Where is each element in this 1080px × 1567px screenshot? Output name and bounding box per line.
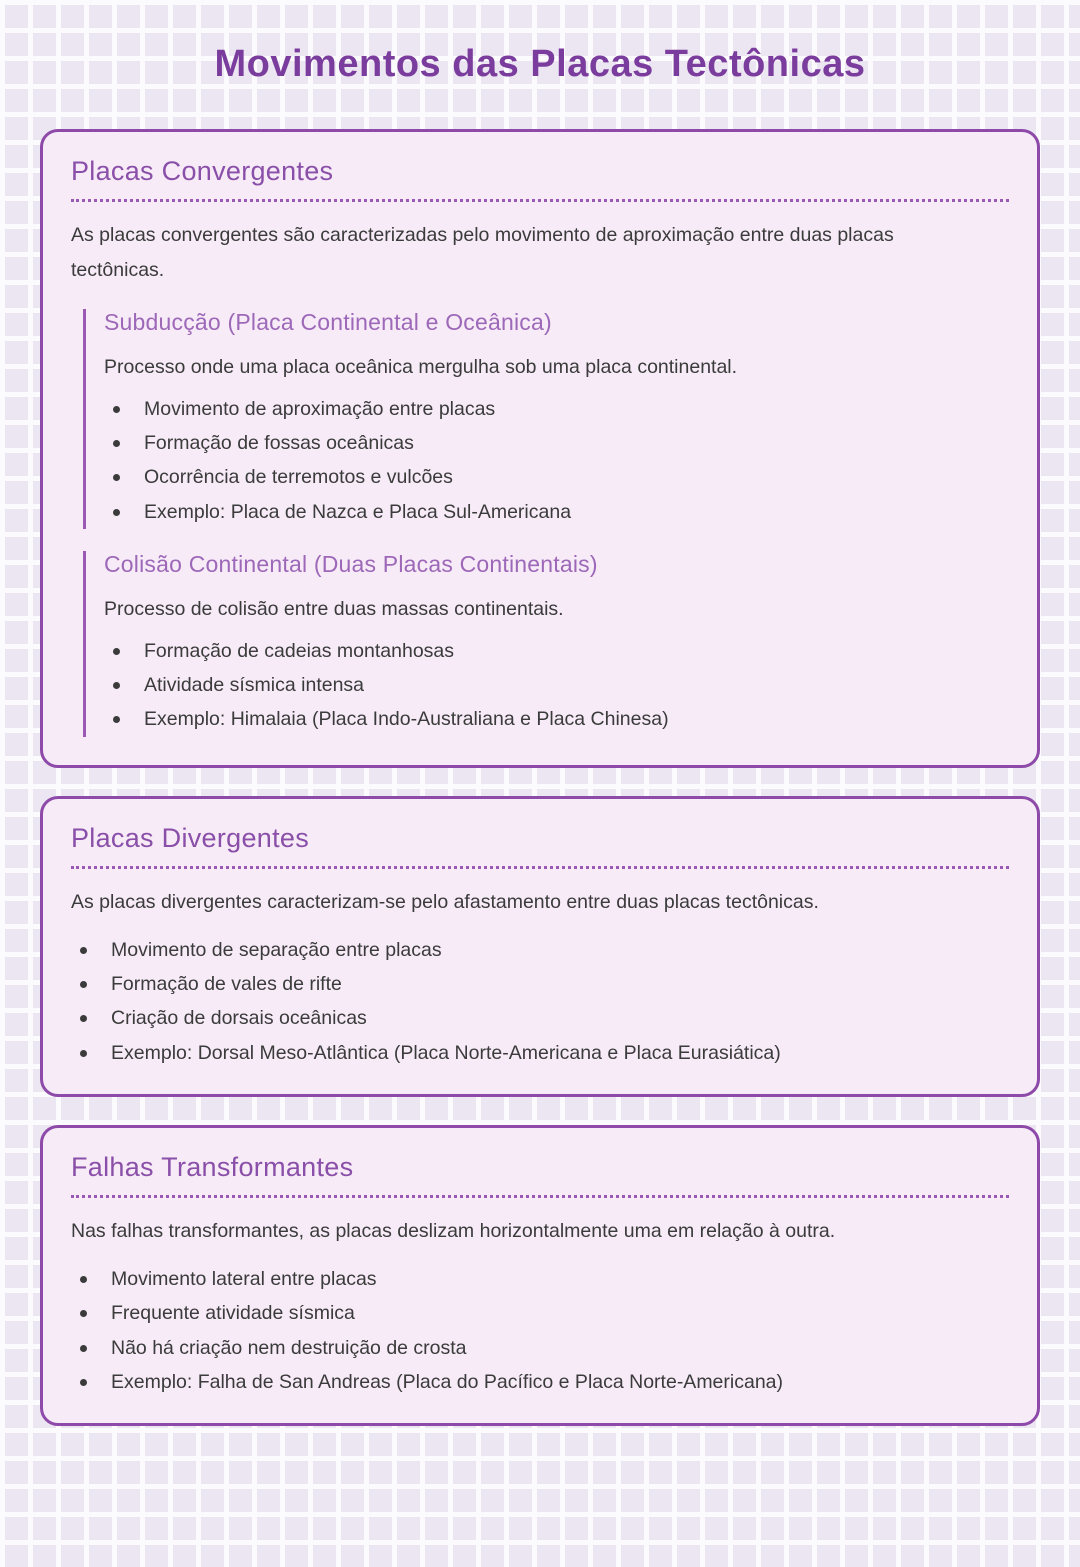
section-intro: As placas divergentes caracterizam-se pelo afastamento entre duas placas tectônicas. [71, 890, 819, 913]
subsection-intro: Processo de colisão entre duas massas continentais. [104, 597, 564, 620]
bullet-item: Exemplo: Placa de Nazca e Placa Sul-Americana [104, 495, 1009, 529]
page-background [0, 40, 1080, 1567]
bullet-item: Criação de dorsais oceânicas [71, 1001, 1009, 1035]
subsection-colisao-continental [83, 551, 1009, 737]
bullet-list [104, 392, 1009, 529]
subsection-heading-colisao: Colisão Continental (Duas Placas Continentais) [104, 550, 598, 577]
bullet-item: Exemplo: Falha de San Andreas (Placa do Pacífico e Placa Norte-Americana) [71, 1365, 1009, 1399]
section-card-placas-convergentes [40, 129, 1040, 767]
section-heading-falhas-transformantes: Falhas Transformantes [71, 1152, 1009, 1198]
section-heading-placas-convergentes: Placas Convergentes [71, 156, 1009, 202]
bullet-item: Atividade sísmica intensa [104, 668, 1009, 702]
subsection-subduccao [83, 309, 1009, 529]
bullet-list [71, 1262, 1009, 1399]
bullet-item: Não há criação nem destruição de crosta [71, 1331, 1009, 1365]
bullet-item: Ocorrência de terremotos e vulcões [104, 460, 1009, 494]
bullet-list [71, 933, 1009, 1070]
bullet-item: Exemplo: Dorsal Meso-Atlântica (Placa Norte-Americana e Placa Eurasiática) [71, 1036, 1009, 1070]
section-card-placas-divergentes [40, 796, 1040, 1097]
section-heading-placas-divergentes: Placas Divergentes [71, 823, 1009, 869]
subsection-intro: Processo onde uma placa oceânica mergulha sob uma placa continental. [104, 355, 738, 378]
bullet-item: Formação de fossas oceânicas [104, 426, 1009, 460]
bullet-item: Movimento lateral entre placas [71, 1262, 1009, 1296]
bullet-item: Movimento de separação entre placas [71, 933, 1009, 967]
section-card-falhas-transformantes [40, 1125, 1040, 1426]
bullet-list [104, 634, 1009, 737]
page-title: Movimentos das Placas Tectônicas [214, 43, 866, 85]
section-intro: Nas falhas transformantes, as placas deslizam horizontalmente uma em relação à outra. [71, 1219, 836, 1242]
bullet-item: Formação de vales de rifte [71, 967, 1009, 1001]
subsection-heading-subduccao: Subducção (Placa Continental e Oceânica) [104, 308, 552, 335]
section-intro: As placas convergentes são caracterizadas pelo movimento de aproximação entre duas placas tectônicas. [71, 224, 894, 281]
bullet-item: Movimento de aproximação entre placas [104, 392, 1009, 426]
bullet-item: Formação de cadeias montanhosas [104, 634, 1009, 668]
bullet-item: Exemplo: Himalaia (Placa Indo-Australiana e Placa Chinesa) [104, 702, 1009, 736]
bullet-item: Frequente atividade sísmica [71, 1296, 1009, 1330]
